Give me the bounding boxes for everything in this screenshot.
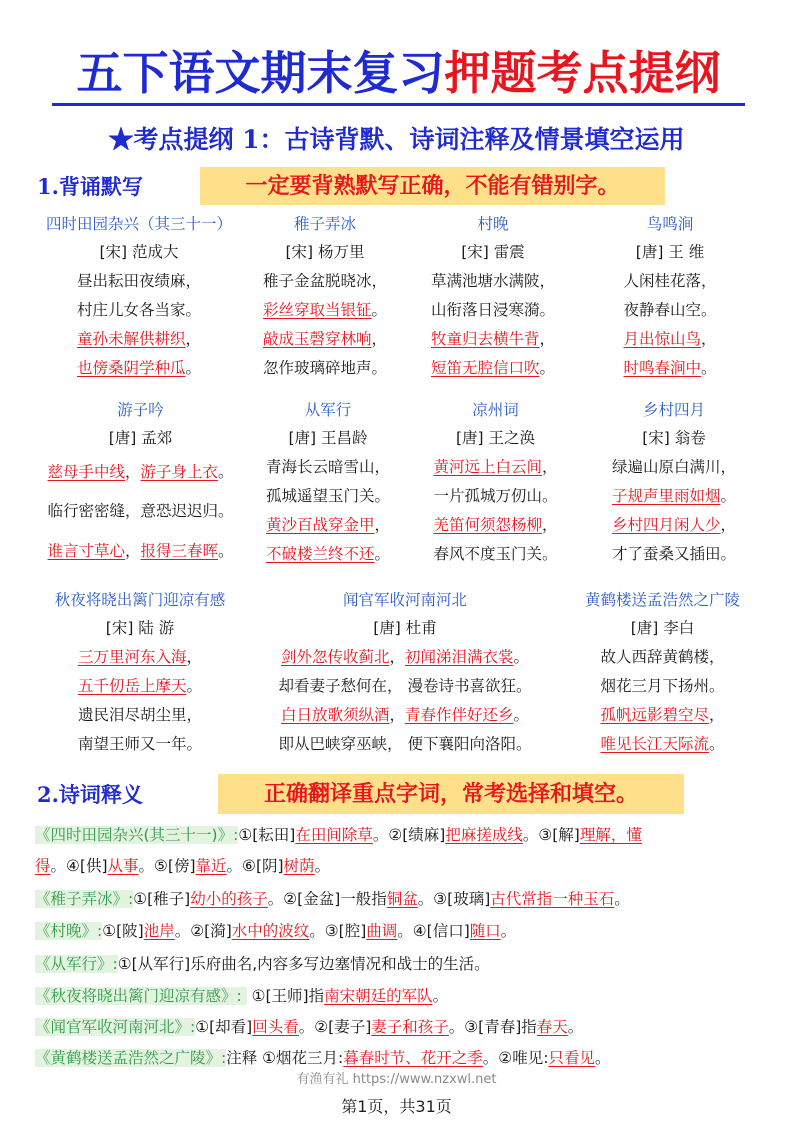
poem-line: 谁言寸草心，报得三春晖。 bbox=[47, 542, 234, 560]
poem-line: 烟花三月下扬州。 bbox=[600, 677, 725, 695]
subtitle: ★考点提纲 1：古诗背默、诗词注释及情景填空运用 bbox=[108, 125, 685, 154]
poem-line: 即从巴峡穿巫峡， 便下襄阳向洛阳。 bbox=[278, 735, 532, 753]
note-congjunxing: 《从军行》:①[从军行]乐府曲名,内容多写边塞情况和战士的生活。 bbox=[35, 955, 490, 973]
note-huanghelou: 《黄鹤楼送孟浩然之广陵》:注释 ①烟花三月:暮春时节、花开之季。②唯见:只看见。 bbox=[35, 1049, 611, 1067]
poem-line: 绿遍山原白满川， bbox=[611, 458, 736, 476]
poem-title: 从军行 bbox=[304, 401, 352, 419]
note-wenguanjun: 《闻官军收河南河北》:①[却看]回头看。②[妻子]妻子和孩子。③[青春]指春天。 bbox=[35, 1018, 584, 1036]
note-sishitianyuan-cont: 得。④[供]从事。⑤[傍]靠近。⑥[阴]树荫。 bbox=[35, 857, 331, 875]
poem-xiangcunsiyue bbox=[594, 396, 754, 569]
poem-line-red: 月出惊山鸟 bbox=[623, 330, 701, 348]
poem-line: 羌笛何须怨杨柳， bbox=[433, 516, 558, 534]
poem-youziyin bbox=[33, 396, 248, 571]
poem-line: 昼出耘田夜绩麻， bbox=[76, 272, 201, 290]
poem-line: 剑外忽传收蓟北，初闻涕泪满衣裳。 bbox=[280, 648, 530, 666]
poem-line: 黄河远上白云间， bbox=[433, 458, 558, 476]
poem-line: 黄沙百战穿金甲， bbox=[265, 516, 391, 534]
poem-line: 山衔落日浸寒漪。 bbox=[430, 301, 555, 319]
poem-title: 乡村四月 bbox=[642, 401, 705, 419]
poem-author: [宋] 范成大 bbox=[99, 243, 179, 261]
poem-niaomingjian bbox=[595, 210, 745, 383]
poem-line: 敲成玉磬穿林响， bbox=[262, 330, 388, 348]
poem-line: 青海长云暗雪山， bbox=[265, 458, 390, 476]
section1-heading: 1.背诵默写 bbox=[37, 174, 143, 199]
poem-title: 稚子弄冰 bbox=[293, 215, 356, 233]
poem-title: 四时田园杂兴（其三十一） bbox=[45, 215, 232, 233]
poem-line: 人闲桂花落， bbox=[623, 272, 717, 290]
poem-huanghelou bbox=[565, 586, 760, 759]
poem-line: 唯见长江天际流。 bbox=[600, 735, 725, 753]
poem-cunwan bbox=[413, 210, 573, 383]
poem-line: 短笛无腔信口吹。 bbox=[430, 359, 556, 377]
title-part2: 押题考点提纲 bbox=[444, 46, 721, 100]
title-part1: 五下语文期末复习 bbox=[76, 46, 445, 100]
poem-congjunxing bbox=[253, 396, 403, 569]
poem-line: 夜静春山空。 bbox=[623, 301, 717, 319]
poem-line: 春风不度玉门关。 bbox=[433, 545, 558, 563]
note-zhizinongbing: 《稚子弄冰》:①[稚子]幼小的孩子。②[金盆]一般指铜盆。③[玻璃]古代常指一种玉石。 bbox=[35, 890, 630, 908]
poem-qiuye bbox=[35, 586, 245, 759]
poem-line: 五千仞岳上摩天。 bbox=[77, 677, 203, 695]
poem-line: 乡村四月闲人少， bbox=[611, 516, 737, 534]
poem-line-red: 牧童归去横牛背 bbox=[430, 330, 540, 348]
poem-line: 草满池塘水满陂， bbox=[430, 272, 555, 290]
poem-zhizinongbing bbox=[250, 210, 400, 383]
note-cunwan: 《村晚》:①[陂]池岸。②[漪]水中的波纹。③[腔]曲调。④[信口]随口。 bbox=[35, 922, 517, 940]
poem-line: 遗民泪尽胡尘里， bbox=[77, 706, 202, 724]
poem-line: 白日放歌须纵酒，青春作伴好还乡。 bbox=[280, 706, 530, 724]
poem-author: [宋] 陆 游 bbox=[105, 619, 175, 637]
poem-title: 鸟鸣涧 bbox=[646, 215, 694, 233]
poem-line: 才了蚕桑又插田。 bbox=[611, 545, 736, 563]
poem-line: 临行密密缝，意恐迟迟归。 bbox=[47, 502, 234, 520]
poem-line: 一片孤城万仞山。 bbox=[433, 487, 558, 505]
poem-line: 孤帆远影碧空尽， bbox=[600, 706, 725, 724]
poem-author: [唐] 杜甫 bbox=[373, 619, 437, 637]
poem-line-red: 敲成玉磬穿林响 bbox=[262, 330, 372, 348]
note-sishitianyuan: 《四时田园杂兴(其三十一)》:①[耘田]在田间除草。②[绩麻]把麻搓成线。③[解]理解，懂 bbox=[35, 826, 642, 844]
poem-line: 牧童归去横牛背， bbox=[430, 330, 556, 348]
poem-line: 稚子金盆脱晓冰， bbox=[262, 272, 387, 290]
poem-author: [唐] 王之涣 bbox=[455, 429, 536, 447]
footer-watermark: 有渔有礼 https://www.nzxwl.net bbox=[296, 1072, 497, 1087]
poem-title: 秋夜将晓出篱门迎凉有感 bbox=[54, 591, 226, 609]
poem-line: 不破楼兰终不还。 bbox=[265, 545, 391, 563]
poem-line-red: 彩丝穿取当银钲 bbox=[262, 301, 372, 319]
poem-sishitianyuan bbox=[33, 210, 245, 383]
poem-line-red: 时鸣春涧中 bbox=[623, 359, 701, 377]
title-underline bbox=[52, 103, 745, 106]
poem-line-red: 童孙未解供耕织 bbox=[76, 330, 186, 348]
poem-line: 月出惊山鸟， bbox=[623, 330, 717, 348]
poem-line: 南望王师又一年。 bbox=[77, 735, 202, 753]
poem-title: 黄鹤楼送孟浩然之广陵 bbox=[584, 591, 740, 609]
poem-author: [唐] 孟郊 bbox=[108, 429, 173, 447]
page-number: 第1页，共31页 bbox=[341, 1097, 452, 1116]
poem-wenguanjun bbox=[250, 586, 560, 759]
poem-line-red: 短笛无腔信口吹 bbox=[430, 359, 540, 377]
poem-author: [唐] 王昌龄 bbox=[288, 429, 368, 447]
poem-line-red: 也傍桑阴学种瓜 bbox=[76, 359, 186, 377]
poem-author: [唐] 李白 bbox=[630, 619, 695, 637]
poem-line: 子规声里雨如烟。 bbox=[611, 487, 737, 505]
poem-line: 村庄儿女各当家。 bbox=[76, 301, 201, 319]
poem-title: 凉州词 bbox=[472, 401, 519, 419]
poem-line: 却看妻子愁何在， 漫卷诗书喜欲狂。 bbox=[278, 677, 532, 695]
poem-line: 孤城遥望玉门关。 bbox=[265, 487, 390, 505]
page-title bbox=[52, 40, 745, 106]
poem-title: 闻官军收河南河北 bbox=[342, 591, 467, 609]
poem-title: 游子吟 bbox=[117, 401, 164, 419]
poem-author: [宋] 杨万里 bbox=[285, 243, 365, 261]
poem-author: [唐] 王 维 bbox=[635, 243, 705, 261]
poem-author: [宋] 雷震 bbox=[461, 243, 525, 261]
poem-line: 童孙未解供耕织， bbox=[76, 330, 202, 348]
poem-liangzhouci bbox=[413, 396, 578, 569]
poem-title: 村晚 bbox=[477, 215, 509, 233]
section1-banner: 一定要背熟默写正确，不能有错别字。 bbox=[200, 167, 665, 205]
poem-line: 故人西辞黄鹤楼， bbox=[600, 648, 725, 666]
section2-banner: 正确翻译重点字词，常考选择和填空。 bbox=[218, 774, 684, 814]
section2-heading: 2.诗词释义 bbox=[37, 782, 143, 807]
poem-author: [宋] 翁卷 bbox=[642, 429, 706, 447]
note-qiuye: 《秋夜将晓出篱门迎凉有感》: ①[王师]指南宋朝廷的军队。 bbox=[35, 987, 449, 1005]
poem-line: 忽作玻璃碎地声。 bbox=[262, 359, 387, 377]
poem-line: 三万里河东入海， bbox=[77, 648, 203, 666]
poem-line: 慈母手中线，游子身上衣。 bbox=[47, 463, 234, 481]
poem-line: 彩丝穿取当银钲。 bbox=[262, 301, 388, 319]
poem-line: 时鸣春涧中。 bbox=[623, 359, 717, 377]
poem-line: 也傍桑阴学种瓜。 bbox=[76, 359, 202, 377]
